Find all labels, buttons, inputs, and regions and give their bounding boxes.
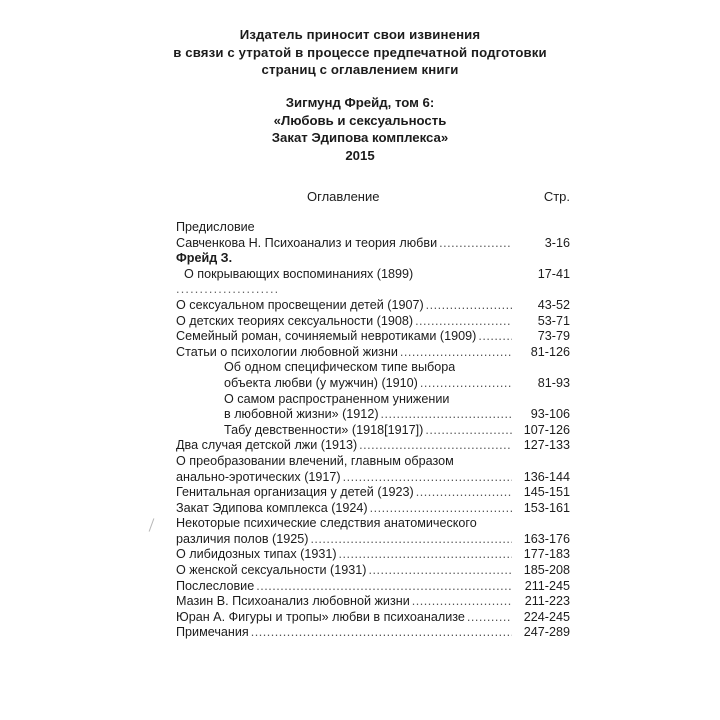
toc-entry-label: Генитальная организация у детей (1923) <box>176 485 414 500</box>
toc-dot-leader <box>467 610 512 626</box>
toc-entry-pages: 3-16 <box>544 235 570 250</box>
toc-dot-leader <box>425 423 512 439</box>
toc-entry[interactable] <box>176 360 570 376</box>
toc-dot-leader <box>310 532 512 548</box>
toc-entry-pages: 247-289 <box>523 625 570 640</box>
toc-entry-label: Предисловие <box>176 220 255 234</box>
toc-entry[interactable] <box>176 532 570 548</box>
toc-entry-pages: 53-71 <box>537 313 570 328</box>
toc-entry[interactable] <box>176 298 570 314</box>
toc-entry-label: О покрывающих воспоминаниях (1899) <box>184 266 414 281</box>
toc-entry[interactable] <box>176 610 570 626</box>
toc-entry-label: Об одном специфическом типе выбора <box>224 360 456 375</box>
toc-entry-pages: 73-79 <box>537 329 570 344</box>
toc-dot-leader <box>381 407 512 423</box>
toc-dot-leader <box>370 501 512 517</box>
toc-entry[interactable] <box>176 376 570 392</box>
book-title-line: 2015 <box>345 147 375 163</box>
toc-entry-label: Савченкова Н. Психоанализ и теория любви <box>176 235 438 250</box>
toc-entry[interactable] <box>176 485 570 501</box>
toc-entry-label: О детских теориях сексуальности (1908) <box>176 313 414 328</box>
toc-entry-pages: 145-151 <box>523 485 570 500</box>
toc-header-row <box>176 189 570 206</box>
toc-dot-leader <box>251 625 512 641</box>
toc-entry-label: Фрейд З. <box>176 251 233 266</box>
table-of-contents <box>176 220 570 641</box>
toc-entry-pages: 224-245 <box>523 609 570 624</box>
toc-entry[interactable] <box>176 438 570 454</box>
toc-entry[interactable] <box>176 454 570 470</box>
toc-entry-pages: 163-176 <box>523 531 570 546</box>
toc-dot-leader <box>415 314 512 330</box>
toc-dot-separator: ...................... <box>176 282 280 297</box>
toc-entry-pages: 81-126 <box>530 344 570 359</box>
toc-dot-leader <box>439 236 512 252</box>
toc-entry-pages: 107-126 <box>523 422 570 437</box>
toc-entry-label: Послесловие <box>176 578 255 593</box>
toc-dot-leader <box>368 563 512 579</box>
notice-line: Издатель приносит свои извинения <box>239 27 481 42</box>
toc-entry-label: Примечания <box>176 625 249 640</box>
toc-entry-pages: 211-245 <box>524 578 570 593</box>
toc-entry[interactable] <box>176 251 570 267</box>
toc-dot-leader <box>416 485 512 501</box>
toc-entry[interactable] <box>176 407 570 423</box>
book-title-block <box>110 94 610 164</box>
toc-entry[interactable] <box>176 267 570 283</box>
toc-dot-leader <box>343 470 512 486</box>
toc-entry-label: О самом распространенном унижении <box>224 391 450 406</box>
toc-entry-label: в любовной жизни» (1912) <box>224 407 379 422</box>
toc-entry-pages: 185-208 <box>523 563 570 578</box>
toc-entry-label: Статьи о психологии любовной жизни <box>176 344 398 359</box>
toc-entry[interactable] <box>176 563 570 579</box>
toc-dot-leader <box>256 579 512 595</box>
toc-dot-leader <box>400 345 512 361</box>
toc-entry-label: О преобразовании влечений, главным образом <box>176 453 454 468</box>
toc-entry-label: О либидозных типах (1931) <box>176 547 337 562</box>
toc-header-title: Оглавление <box>307 189 380 204</box>
toc-entry-pages: 43-52 <box>537 297 570 312</box>
toc-entry-pages: 136-144 <box>523 469 570 484</box>
toc-dot-leader <box>412 594 512 610</box>
toc-entry[interactable] <box>176 392 570 408</box>
toc-entry[interactable] <box>176 516 570 532</box>
toc-entry[interactable] <box>176 314 570 330</box>
toc-entry[interactable] <box>176 579 570 595</box>
toc-entry-pages: 177-183 <box>523 547 570 562</box>
toc-entry[interactable] <box>176 329 570 345</box>
toc-entry-label: Некоторые психические следствия анатомического <box>176 516 477 531</box>
toc-entry-label: О сексуальном просвещении детей (1907) <box>176 297 424 312</box>
toc-entry-label: Семейный роман, сочиняемый невротиками (1909) <box>176 329 477 344</box>
book-title-line: Зигмунд Фрейд, том 6: <box>285 95 435 110</box>
toc-entry-label: объекта любви (у мужчин) (1910) <box>224 375 418 390</box>
toc-entry-label: О женской сексуальности (1931) <box>176 563 367 578</box>
toc-entry[interactable] <box>176 236 570 252</box>
toc-entry-pages: 93-106 <box>530 407 570 422</box>
toc-entry-pages: 153-161 <box>523 500 570 515</box>
toc-entry-pages: 127-133 <box>523 438 570 453</box>
toc-entry-label: Два случая детской лжи (1913) <box>176 438 358 453</box>
publisher-notice <box>110 26 610 79</box>
book-title-line: «Любовь и сексуальность <box>273 112 447 128</box>
toc-entry-label: анально-эротических (1917) <box>176 469 341 484</box>
toc-dot-leader <box>478 329 512 345</box>
toc-entry[interactable] <box>176 345 570 361</box>
toc-dot-leader <box>426 298 512 314</box>
toc-entry[interactable] <box>176 423 570 439</box>
notice-line: страниц с оглавлением книги <box>261 62 459 77</box>
toc-entry[interactable] <box>176 547 570 563</box>
toc-entry-label: Мазин В. Психоанализ любовной жизни <box>176 594 410 609</box>
margin-pen-mark <box>146 518 158 534</box>
toc-entry-label: Табу девственности» (1918[1917]) <box>224 422 424 437</box>
toc-entry-pages: 81-93 <box>537 375 570 390</box>
toc-dot-leader <box>359 438 512 454</box>
toc-entry[interactable] <box>176 220 570 236</box>
notice-line: в связи с утратой в процессе предпечатной подготовки <box>173 44 547 60</box>
toc-entry-label: различия полов (1925) <box>176 531 309 546</box>
book-title-line: Закат Эдипова комплекса» <box>271 130 449 145</box>
toc-entry[interactable] <box>176 594 570 610</box>
toc-dot-leader <box>420 376 512 392</box>
toc-entry-pages: 17-41 <box>537 266 570 281</box>
toc-entry[interactable] <box>176 501 570 517</box>
toc-entry[interactable] <box>176 470 570 486</box>
toc-entry-label: Закат Эдипова комплекса (1924) <box>176 500 368 515</box>
toc-header-pages: Стр. <box>543 189 570 204</box>
toc-dot-leader <box>339 547 512 563</box>
toc-entry-pages: 211-223 <box>524 594 570 609</box>
toc-entry-label: Юран А. Фигуры и тропы» любви в психоанализе <box>176 609 465 624</box>
toc-entry[interactable] <box>176 625 570 641</box>
